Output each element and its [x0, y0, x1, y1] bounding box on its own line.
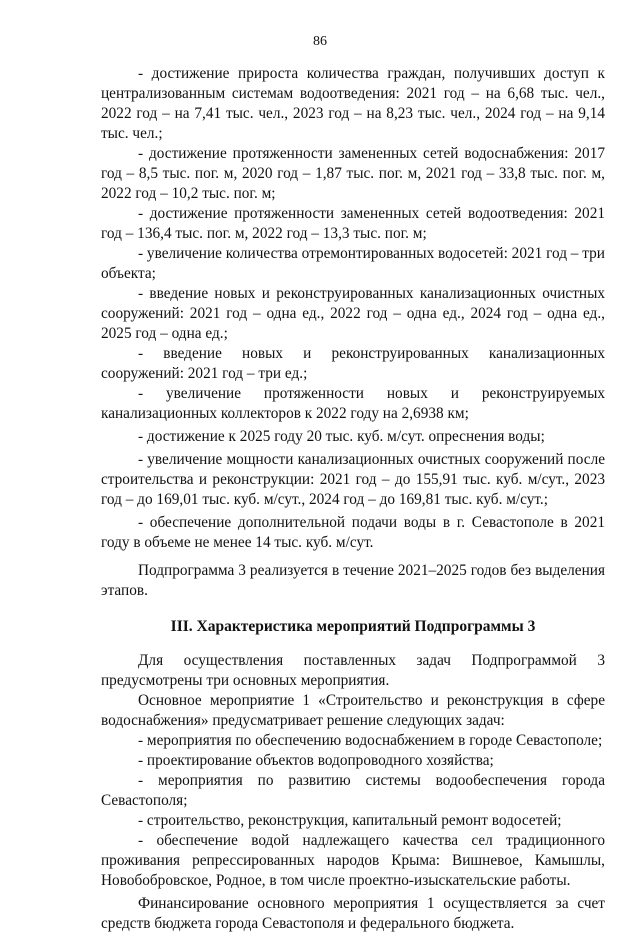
task-villages-water-quality: - обеспечение водой надлежащего качества сел традиционного проживания репрессированных народов Крыма: Вишневое, Камышлы, Новобобровское, Родное, в том числе проектно-изыскательские работы. [101, 832, 605, 889]
goal-sewer-network-replacement: - достижение протяженности замененных сетей водоотведения: 2021 год – 136,4 тыс. пог. м, 2022 год – 13,3 тыс. пог. м; [101, 205, 605, 242]
section-heading: III. Характеристика мероприятий Подпрограммы 3 [170, 618, 536, 635]
goal-desalination: - достижение к 2025 году 20 тыс. куб. м/сут. опреснения воды; [138, 428, 545, 445]
document-body [101, 64, 605, 934]
task-design-water-facilities: - проектирование объектов водопроводного хозяйства; [138, 752, 494, 769]
goal-treatment-plants: - введение новых и реконструированных канализационных очистных сооружений: 2021 год – одна ед., 2022 год – одна ед., 2024 год – одна ед., 2025 год – одна ед.; [101, 285, 605, 342]
subprogram-timeline: Подпрограмма 3 реализуется в течение 2021–2025 годов без выделения этапов. [101, 562, 605, 599]
page-number: 86 [313, 34, 327, 49]
measures-intro: Для осуществления поставленных задач Подпрограммой 3 предусмотрены три основных мероприятия. [101, 652, 605, 689]
measure-1-financing: Финансирование основного мероприятия 1 осуществляется за счет средств бюджета города Севастополя и федерального бюджета. [101, 895, 605, 932]
measure-1-description: Основное мероприятие 1 «Строительство и реконструкция в сфере водоснабжения» предусматривает решение следующих задач: [101, 692, 605, 729]
task-water-supply-sevastopol: - мероприятия по обеспечению водоснабжением в городе Севастополе; [138, 732, 603, 749]
goal-water-network-replacement: - достижение протяженности замененных сетей водоснабжения: 2017 год – 8,5 тыс. пог. м, 2020 год – 1,87 тыс. пог. м, 2021 год – 33,8 тыс. пог. м, 2022 год – 10,2 тыс. пог. м; [101, 145, 605, 202]
goal-additional-water-supply: - обеспечение дополнительной подачи воды в г. Севастополе в 2021 году в объеме не менее 14 тыс. куб. м/сут. [101, 514, 605, 551]
goal-collectors: - увеличение протяженности новых и реконструируемых канализационных коллекторов к 2022 году на 2,6938 км; [101, 385, 605, 422]
task-water-system-development: - мероприятия по развитию системы водообеспечения города Севастополя; [101, 772, 605, 809]
goal-sewerage-access: - достижение прироста количества граждан, получивших доступ к централизованным системам водоотведения: 2021 год – на 6,68 тыс. чел., 2022 год – на 7,41 тыс. чел., 2023 год – на 8,23 тыс. чел., 2024 год – на 9,14 тыс. чел.; [101, 65, 605, 142]
goal-treatment-capacity: - увеличение мощности канализационных очистных сооружений после строительства и реконструкции: 2021 год – до 155,91 тыс. куб. м/сут., 2023 год – до 169,01 тыс. куб. м/сут., 2024 год – до 169,81 тыс. куб. м/сут.; [101, 451, 605, 508]
goal-repaired-networks: - увеличение количества отремонтированных водосетей: 2021 год – три объекта; [101, 245, 605, 282]
task-network-construction: - строительство, реконструкция, капитальный ремонт водосетей; [138, 812, 562, 829]
goal-sewer-facilities: - введение новых и реконструированных канализационных сооружений: 2021 год – три ед.; [101, 345, 605, 382]
